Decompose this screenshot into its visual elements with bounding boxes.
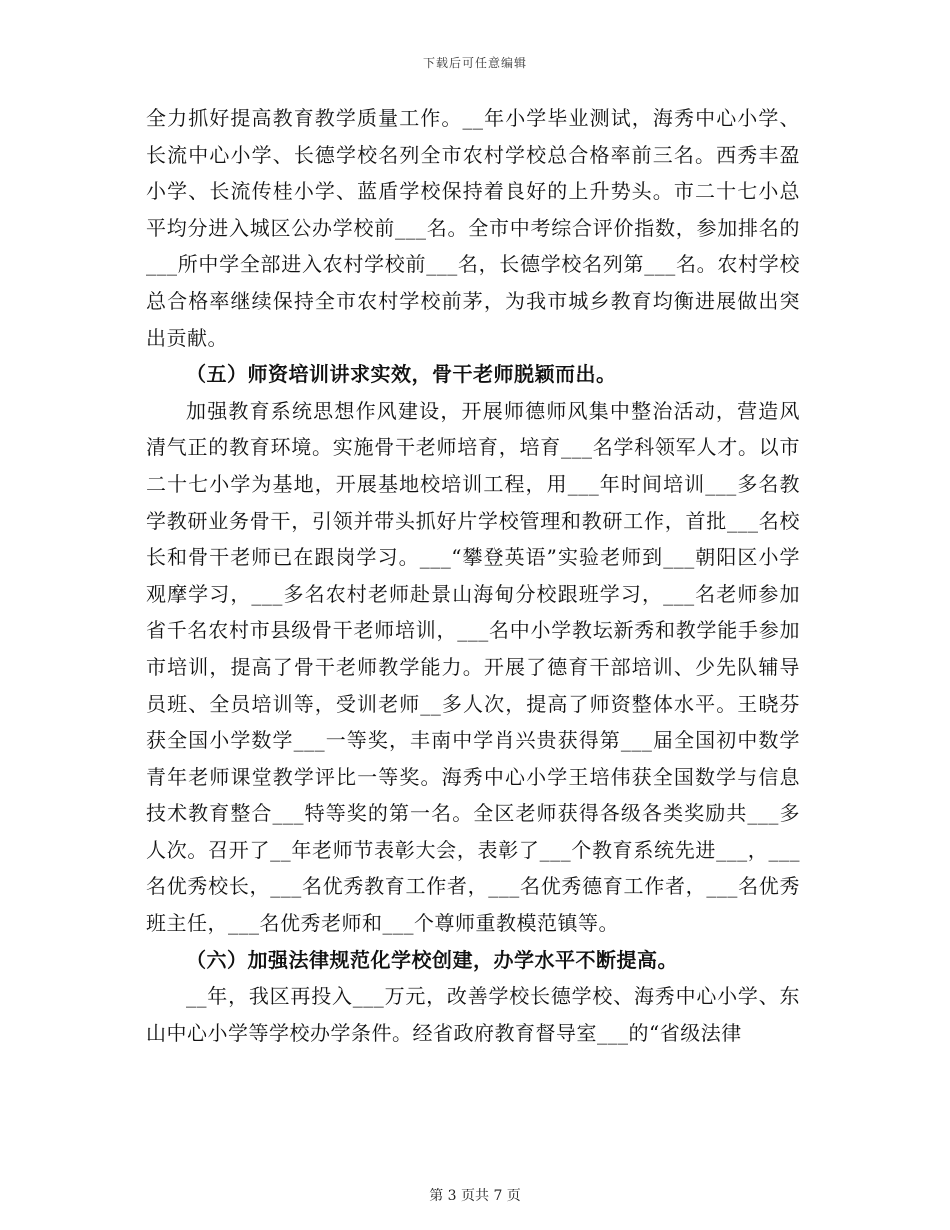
page-number: 第 3 页共 7 页 [429,1188,521,1204]
section-heading-six: （六）加强法律规范化学校创建，办学水平不断提高。 [186,947,678,972]
page-header-note: 下载后可任意编辑 [422,56,527,70]
paragraph-school-standardization: __年，我区再投入___万元，改善学校长德学校、海秀中心小学、东山中心小学等学校办学条件。经省政府教育督导室___的“省级法律 [146,984,800,1045]
paragraph-teaching-quality: 全力抓好提高教育教学质量工作。__年小学毕业测试，海秀中心小学、长流中心小学、长德学校名列全市农村学校总合格率前三名。西秀丰盈小学、长流传桂小学、蓝盾学校保持着良好的上升势头。市二十七小总平均分进入城区公办学校前___名。全市中考综合评价指数，参加排名的___所中学全部进入农村学校前___名，长德学校名列第___名。农村学校总合格率继续保持全市农村学校前茅，为我市城乡教育均衡进展做出突出贡献。 [146,106,800,350]
document-body [146,100,800,1051]
section-heading-five: （五）师资培训讲求实效，骨干老师脱颖而出。 [186,362,617,387]
paragraph-teacher-training: 加强教育系统思想作风建设，开展师德师风集中整治活动，营造风清气正的教育环境。实施骨干老师培育，培育___名学科领军人才。以市二十七小学为基地，开展基地校培训工程，用___年时间培训___多名教学教研业务骨干，引领并带头抓好片学校管理和教研工作，首批___名校长和骨干老师已在跟岗学习。___“攀登英语”实验老师到___朝阳区小学观摩学习，___多名农村老师赴景山海甸分校跟班学习，___名老师参加省千名农村市县级骨干老师培训，___名中小学教坛新秀和教学能手参加市培训，提高了骨干老师教学能力。开展了德育干部培训、少先队辅导员班、全员培训等，受训老师__多人次，提高了师资整体水平。王晓芬获全国小学数学___一等奖，丰南中学肖兴贵获得第___届全国初中数学青年老师课堂教学评比一等奖。海秀中心小学王培伟获全国数学与信息技术教育整合___特等奖的第一名。全区老师获得各级各类奖励共___多人次。召开了__年老师节表彰大会，表彰了___个教育系统先进___，___名优秀校长，___名优秀教育工作者，___名优秀德育工作者，___名优秀班主任，___名优秀老师和___个尊师重教模范镇等。 [146,398,800,936]
